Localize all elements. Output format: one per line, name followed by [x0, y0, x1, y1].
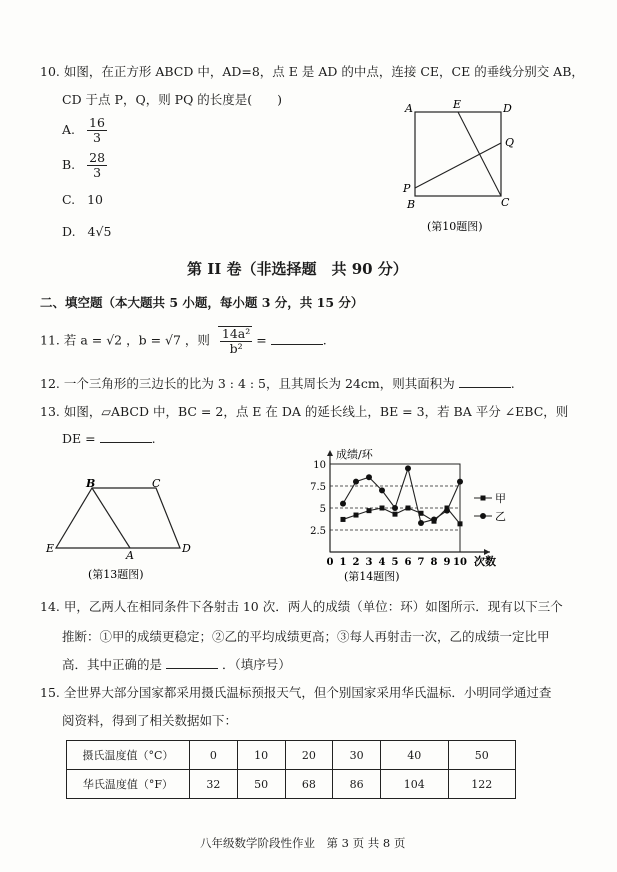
- label-a: A: [405, 102, 413, 115]
- y-tick-label: 10: [313, 460, 326, 471]
- q13-line2: [62, 430, 156, 446]
- y-axis-arrow: [327, 450, 333, 456]
- q11-answer-blank[interactable]: [271, 332, 323, 345]
- q15-line2: 阅资料，得到了相关数据如下：: [62, 713, 238, 728]
- figure-caption: (第10题图): [427, 220, 483, 233]
- table-cell: 32: [190, 770, 238, 799]
- x-tick-label: 8: [430, 557, 438, 568]
- period: .: [151, 431, 156, 446]
- data-point-square: [380, 506, 385, 511]
- denominator: 3: [92, 130, 101, 145]
- q10-option-b: [62, 151, 107, 180]
- q13-answer-blank[interactable]: [100, 430, 152, 443]
- q11-suffix: =: [256, 332, 267, 348]
- data-point-square: [367, 508, 372, 513]
- x-tick-label: 4: [378, 557, 386, 568]
- x-tick-label: 0: [326, 557, 334, 568]
- parallelogram: [56, 488, 180, 548]
- label-c: C: [501, 196, 510, 209]
- row-header: 华氏温度值（°F）: [67, 770, 190, 799]
- q13-figure: [44, 478, 204, 586]
- table-cell: 50: [237, 770, 285, 799]
- q10-figure: [395, 98, 525, 236]
- x-tick-label: 3: [365, 557, 373, 568]
- q12-answer-blank[interactable]: [459, 375, 511, 388]
- page-footer: 八年级数学阶段性作业 第 3 页 共 8 页: [200, 836, 406, 850]
- section-title: 第 II 卷（非选择题 共 90 分）: [187, 260, 408, 278]
- segment-ba: [92, 488, 130, 548]
- label-e: E: [453, 98, 462, 111]
- option-label: B.: [62, 157, 76, 172]
- q14-line-chart: [300, 446, 520, 586]
- segment-pq: [415, 143, 501, 188]
- table-row: [67, 770, 516, 799]
- option-label: A.: [62, 122, 76, 137]
- q14-text: 高．其中正确的是: [62, 657, 163, 672]
- table-cell: 68: [285, 770, 333, 799]
- x-tick-label: 1: [339, 557, 347, 568]
- figure-caption: (第14题图): [344, 570, 400, 583]
- sqrt: [218, 326, 252, 356]
- data-point-circle: [457, 479, 463, 485]
- data-point-square: [341, 517, 346, 522]
- table-cell: 104: [381, 770, 448, 799]
- square-abcd: [415, 112, 501, 196]
- q10-option-c: [62, 192, 103, 207]
- label-b: B: [407, 198, 416, 211]
- table-cell: 50: [448, 741, 516, 770]
- part2-heading: 二、填空题（本大题共 5 小题，每小题 3 分，共 15 分）: [40, 295, 364, 310]
- data-point-square: [393, 512, 398, 517]
- x-tick-label: 2: [352, 557, 360, 568]
- data-point-circle: [418, 520, 424, 526]
- period: .: [322, 332, 327, 348]
- option-label: C.: [62, 192, 76, 207]
- label-e: E: [46, 542, 55, 555]
- label-d: D: [503, 102, 512, 115]
- q10-option-d: [62, 224, 111, 239]
- q14-line1: 14. 甲，乙两人在相同条件下各射击 10 次．两人的成绩（单位：环）如图所示．现有以下三个: [40, 599, 563, 614]
- q10-stem-line2: CD 于点 P，Q，则 PQ 的长度是( ): [62, 92, 283, 107]
- denominator: 3: [93, 165, 102, 180]
- x-tick-label: 10: [453, 557, 467, 568]
- q15-line1: 15. 全世界大部分国家都采用摄氏温标预报天气，但个别国家采用华氏温标．小明同学通过查: [40, 685, 552, 700]
- x-tick-label: 6: [404, 557, 412, 568]
- label-q: Q: [505, 136, 515, 149]
- y-axis-label: 成绩/环: [336, 448, 373, 461]
- y-tick-label: 7.5: [310, 482, 326, 493]
- q14-answer-blank[interactable]: [166, 656, 218, 669]
- table-cell: 122: [448, 770, 516, 799]
- denominator: b²: [229, 341, 243, 356]
- q10-option-a: [62, 116, 107, 145]
- q12: [40, 374, 515, 392]
- q14-line2: 推断：①甲的成绩更稳定；②乙的平均成绩更高；③每人再射击一次，乙的成绩一定比甲: [62, 629, 550, 644]
- option-value: 10: [87, 192, 103, 207]
- table-cell: 86: [333, 770, 381, 799]
- label-d: D: [182, 542, 191, 555]
- label-b: B: [86, 478, 96, 490]
- data-point-circle: [379, 487, 385, 493]
- q14-end: ．（填序号）: [221, 657, 291, 672]
- data-point-circle: [392, 505, 398, 511]
- q10-stem-line1: 10. 如图，在正方形 ABCD 中，AD=8，点 E 是 AD 的中点，连接 CE，CE 的垂线分别交 AB，: [40, 64, 584, 79]
- y-tick-label: 5: [319, 504, 326, 515]
- table-cell: 10: [237, 741, 285, 770]
- label-c: C: [152, 478, 161, 490]
- data-point-circle: [353, 479, 359, 485]
- x-tick-label: 5: [391, 557, 399, 568]
- series-line-2: [343, 468, 460, 523]
- q12-text: 12. 一个三角形的三边长的比为 3 : 4 : 5，且其周长为 24cm，则其面积为: [40, 376, 455, 391]
- row-header: 摄氏温度值（°C）: [67, 741, 190, 770]
- q11: [40, 326, 327, 356]
- table-cell: 20: [285, 741, 333, 770]
- x-axis-label: 次数: [474, 555, 496, 568]
- legend-label: 甲: [495, 492, 506, 505]
- option-label: D.: [62, 224, 76, 239]
- data-point-circle: [405, 465, 411, 471]
- figure-caption: (第13题图): [88, 568, 144, 581]
- table-cell: 0: [190, 741, 238, 770]
- legend-label: 乙: [495, 510, 506, 523]
- numerator: 14a²: [221, 326, 251, 341]
- numerator: 28: [89, 150, 106, 165]
- legend-marker-circle: [480, 513, 486, 519]
- option-value: 4√5: [87, 224, 112, 239]
- q13-line1: 13. 如图，▱ABCD 中，BC = 2，点 E 在 DA 的延长线上，BE = 3，若 BA 平分 ∠EBC，则: [40, 404, 569, 419]
- q14-line3: [62, 655, 291, 673]
- data-point-circle: [340, 501, 346, 507]
- data-point-circle: [431, 516, 437, 522]
- data-point-square: [406, 506, 411, 511]
- fraction: [220, 327, 252, 356]
- data-point-square: [354, 513, 359, 518]
- numerator: 16: [89, 115, 105, 130]
- legend-marker-square: [481, 496, 486, 501]
- label-a: A: [126, 549, 134, 562]
- series-line-1: [343, 508, 460, 524]
- q13-de: DE =: [62, 431, 96, 446]
- x-tick-label: 7: [417, 557, 425, 568]
- period: .: [510, 376, 515, 391]
- table-cell: 30: [333, 741, 381, 770]
- fraction: [87, 151, 107, 180]
- temperature-table: [66, 740, 516, 799]
- data-point-square: [458, 521, 463, 526]
- data-point-circle: [444, 508, 450, 514]
- data-point-circle: [366, 474, 372, 480]
- y-tick-label: 2.5: [310, 526, 326, 537]
- table-cell: 40: [381, 741, 448, 770]
- table-row: [67, 741, 516, 770]
- q11-prefix: 11. 若 a = √2 ，b = √7 ，则: [40, 332, 210, 348]
- fraction: [87, 116, 107, 145]
- x-tick-label: 9: [443, 557, 451, 568]
- label-p: P: [403, 182, 411, 195]
